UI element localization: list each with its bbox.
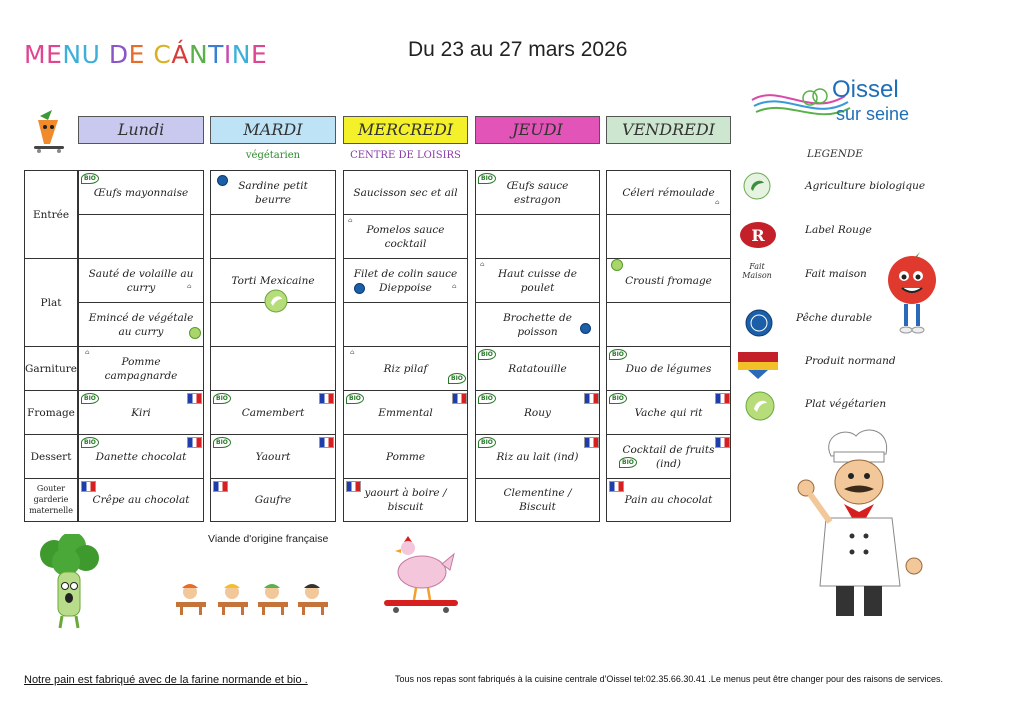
menu-item: Crêpe au chocolat: [92, 493, 190, 506]
menu-item: Sauté de volaille au curry: [79, 259, 203, 303]
fait-maison-icon: ⌂: [715, 199, 720, 206]
menu-item: yaourt à boire / biscuit: [364, 486, 447, 513]
label-rouge-icon: [738, 220, 778, 250]
title-letter: D: [108, 40, 129, 69]
menu-item: Clementine / Biscuit: [503, 486, 572, 513]
mardi-subtitle: végétarien: [245, 150, 301, 161]
row-label-dessert: Dessert: [25, 435, 77, 479]
row-label-entree: Entrée: [25, 171, 77, 259]
menu-item: [476, 215, 599, 259]
bio-icon: BIO: [478, 349, 496, 360]
kids-eating-icon: [172, 582, 332, 616]
menu-item: Kiri: [79, 391, 203, 435]
plat-vegetarien-icon: [263, 289, 289, 313]
plat-vegetarien-icon: [189, 327, 201, 339]
french-flag-icon: [187, 393, 202, 404]
day-header-vendredi: VENDREDI: [606, 116, 731, 144]
menu-item: Yaourt: [211, 435, 335, 479]
title-letter: E: [128, 40, 145, 69]
bio-leaf-icon: [742, 171, 772, 201]
menu-item: Emincé de végétale au curry: [79, 303, 203, 347]
french-flag-icon: [609, 481, 624, 492]
french-flag-icon: [584, 437, 599, 448]
row-label-garniture: Garniture: [25, 347, 77, 391]
logo-tagline: sur seine: [836, 104, 910, 124]
day-header-mercredi: MERCREDI: [343, 116, 468, 144]
menu-item: Gaufre: [254, 493, 292, 506]
title-letter: N: [231, 40, 251, 69]
menu-item: Duo de légumes: [607, 347, 730, 391]
title-letter: I: [223, 40, 232, 69]
menu-item: Torti Mexicaine: [211, 259, 335, 303]
menu-item: Haut cuisse de poulet: [476, 259, 599, 303]
french-flag-icon: [715, 437, 730, 448]
menu-item: Pomelos sauce cocktail: [344, 215, 467, 259]
title-letter: N: [62, 40, 82, 69]
menu-item: Pomme: [344, 435, 467, 479]
day-header-mardi: MARDI: [210, 116, 336, 144]
fait-maison-icon: ⌂: [452, 283, 457, 290]
menu-item: [211, 347, 335, 391]
day-header-jeudi: JEUDI: [475, 116, 600, 144]
menu-item: Cocktail de fruits (ind): [607, 435, 730, 479]
peche-durable-icon: [580, 323, 591, 334]
fait-maison-icon: ⌂: [350, 349, 355, 356]
legend-label-label-rouge: Label Rouge: [805, 224, 872, 236]
legend-title: LEGENDE: [807, 148, 863, 160]
day-header-lundi: Lundi: [78, 116, 204, 144]
row-label-gouter: Gouter garderie maternelle: [29, 484, 73, 515]
svg-text:R: R: [751, 226, 765, 245]
mercredi-subtitle: CENTRE DE LOISIRS: [350, 150, 461, 161]
french-flag-icon: [187, 437, 202, 448]
bio-icon: BIO: [81, 437, 99, 448]
menu-item: [607, 303, 730, 347]
produit-normand-icon: [736, 350, 780, 380]
legend-label-vegetarien: Plat végétarien: [805, 398, 887, 410]
menu-item: Riz pilaf: [344, 347, 467, 391]
peche-durable-icon: [217, 175, 228, 186]
bio-icon: BIO: [478, 173, 496, 184]
legend-label-peche: Pêche durable: [796, 312, 873, 324]
column-vendredi: [606, 170, 731, 522]
menu-item: Sardine petit beurre: [211, 171, 335, 215]
peche-durable-icon: [744, 308, 774, 338]
carrot-skateboard-icon: [28, 108, 70, 154]
broccoli-mascot-icon: [38, 534, 100, 634]
french-flag-icon: [346, 481, 361, 492]
bio-icon: BIO: [213, 437, 231, 448]
bio-icon: BIO: [619, 457, 637, 468]
menu-item: [79, 215, 203, 259]
title-letter: E: [46, 40, 63, 69]
peche-durable-icon: [354, 283, 365, 294]
menu-item: Ratatouille: [476, 347, 599, 391]
week-dates: Du 23 au 27 mars 2026: [408, 38, 628, 61]
tomato-mascot-icon: [884, 246, 940, 336]
menu-item: Céleri rémoulade: [607, 171, 730, 215]
plat-vegetarien-icon: [744, 390, 776, 422]
bio-icon: BIO: [81, 173, 99, 184]
french-flag-icon: [452, 393, 467, 404]
row-label-column: [24, 170, 78, 522]
oissel-logo: [750, 78, 940, 128]
french-flag-icon: [81, 481, 96, 492]
menu-item: Emmental: [344, 391, 467, 435]
title-letter: [145, 40, 153, 69]
french-flag-icon: [584, 393, 599, 404]
menu-item: Pain au chocolat: [624, 493, 713, 506]
menu-item: [211, 215, 335, 259]
fait-maison-icon: ⌂: [85, 349, 90, 356]
fait-maison-icon: ⌂: [187, 283, 192, 290]
menu-item: Filet de colin sauce Dieppoise: [344, 259, 467, 303]
plat-vegetarien-icon: [611, 259, 623, 271]
fait-maison-icon: Fait Maison: [742, 262, 772, 280]
menu-item: [344, 303, 467, 347]
menu-item: Brochette de poisson: [476, 303, 599, 347]
title-letter: C: [153, 40, 172, 69]
kitchen-info: Tous nos repas sont fabriqués à la cuisine centrale d'Oissel tel:02.35.66.30.41 .Le menus peut être changer pour des raisons de services.: [395, 674, 944, 684]
title-letter: M: [24, 40, 47, 69]
chef-mascot-icon: [796, 426, 926, 626]
menu-title: [24, 40, 267, 69]
menu-item: [607, 215, 730, 259]
title-letter: T: [208, 40, 224, 69]
french-flag-icon: [715, 393, 730, 404]
title-letter: N: [188, 40, 209, 69]
chicken-skateboard-icon: [382, 534, 462, 616]
column-mardi: [210, 170, 336, 522]
row-label-plat: Plat: [25, 259, 77, 347]
logo-name: Oissel: [832, 76, 899, 103]
column-mercredi: [343, 170, 468, 522]
label-rouge-icon: ⌂: [480, 261, 485, 268]
legend-label-normand: Produit normand: [805, 355, 896, 367]
bread-note: Notre pain est fabriqué avec de la farine normande et bio .: [24, 674, 308, 686]
title-letter: U: [81, 40, 101, 69]
menu-item: Pomme campagnarde: [79, 347, 203, 391]
bio-icon: BIO: [346, 393, 364, 404]
title-letter: E: [251, 40, 268, 69]
bio-icon: BIO: [478, 437, 496, 448]
column-jeudi: [475, 170, 600, 522]
legend-label-fait-maison: Fait maison: [805, 268, 867, 280]
menu-item: Crousti fromage: [607, 259, 730, 303]
title-letter: Á: [171, 40, 189, 69]
title-letter: [100, 40, 108, 69]
legend-label-bio: Agriculture biologique: [805, 180, 926, 192]
bio-icon: BIO: [478, 393, 496, 404]
bio-icon: BIO: [609, 349, 627, 360]
bio-icon: BIO: [81, 393, 99, 404]
french-flag-icon: [213, 481, 228, 492]
menu-item: Œufs sauce estragon: [476, 171, 599, 215]
bio-icon: BIO: [448, 373, 466, 384]
meat-origin-note: Viande d'origine française: [208, 533, 329, 545]
bio-icon: BIO: [609, 393, 627, 404]
french-flag-icon: [319, 393, 334, 404]
menu-item: Vache qui rit: [607, 391, 730, 435]
column-lundi: [78, 170, 204, 522]
bio-icon: BIO: [213, 393, 231, 404]
row-label-fromage: Fromage: [25, 391, 77, 435]
menu-item: Rouy: [476, 391, 599, 435]
menu-item: Œufs mayonnaise: [79, 171, 203, 215]
menu-item: Camembert: [211, 391, 335, 435]
fait-maison-icon: ⌂: [348, 217, 353, 224]
menu-item: Riz au lait (ind): [476, 435, 599, 479]
french-flag-icon: [319, 437, 334, 448]
menu-item: Saucisson sec et ail: [344, 171, 467, 215]
menu-item: Danette chocolat: [79, 435, 203, 479]
